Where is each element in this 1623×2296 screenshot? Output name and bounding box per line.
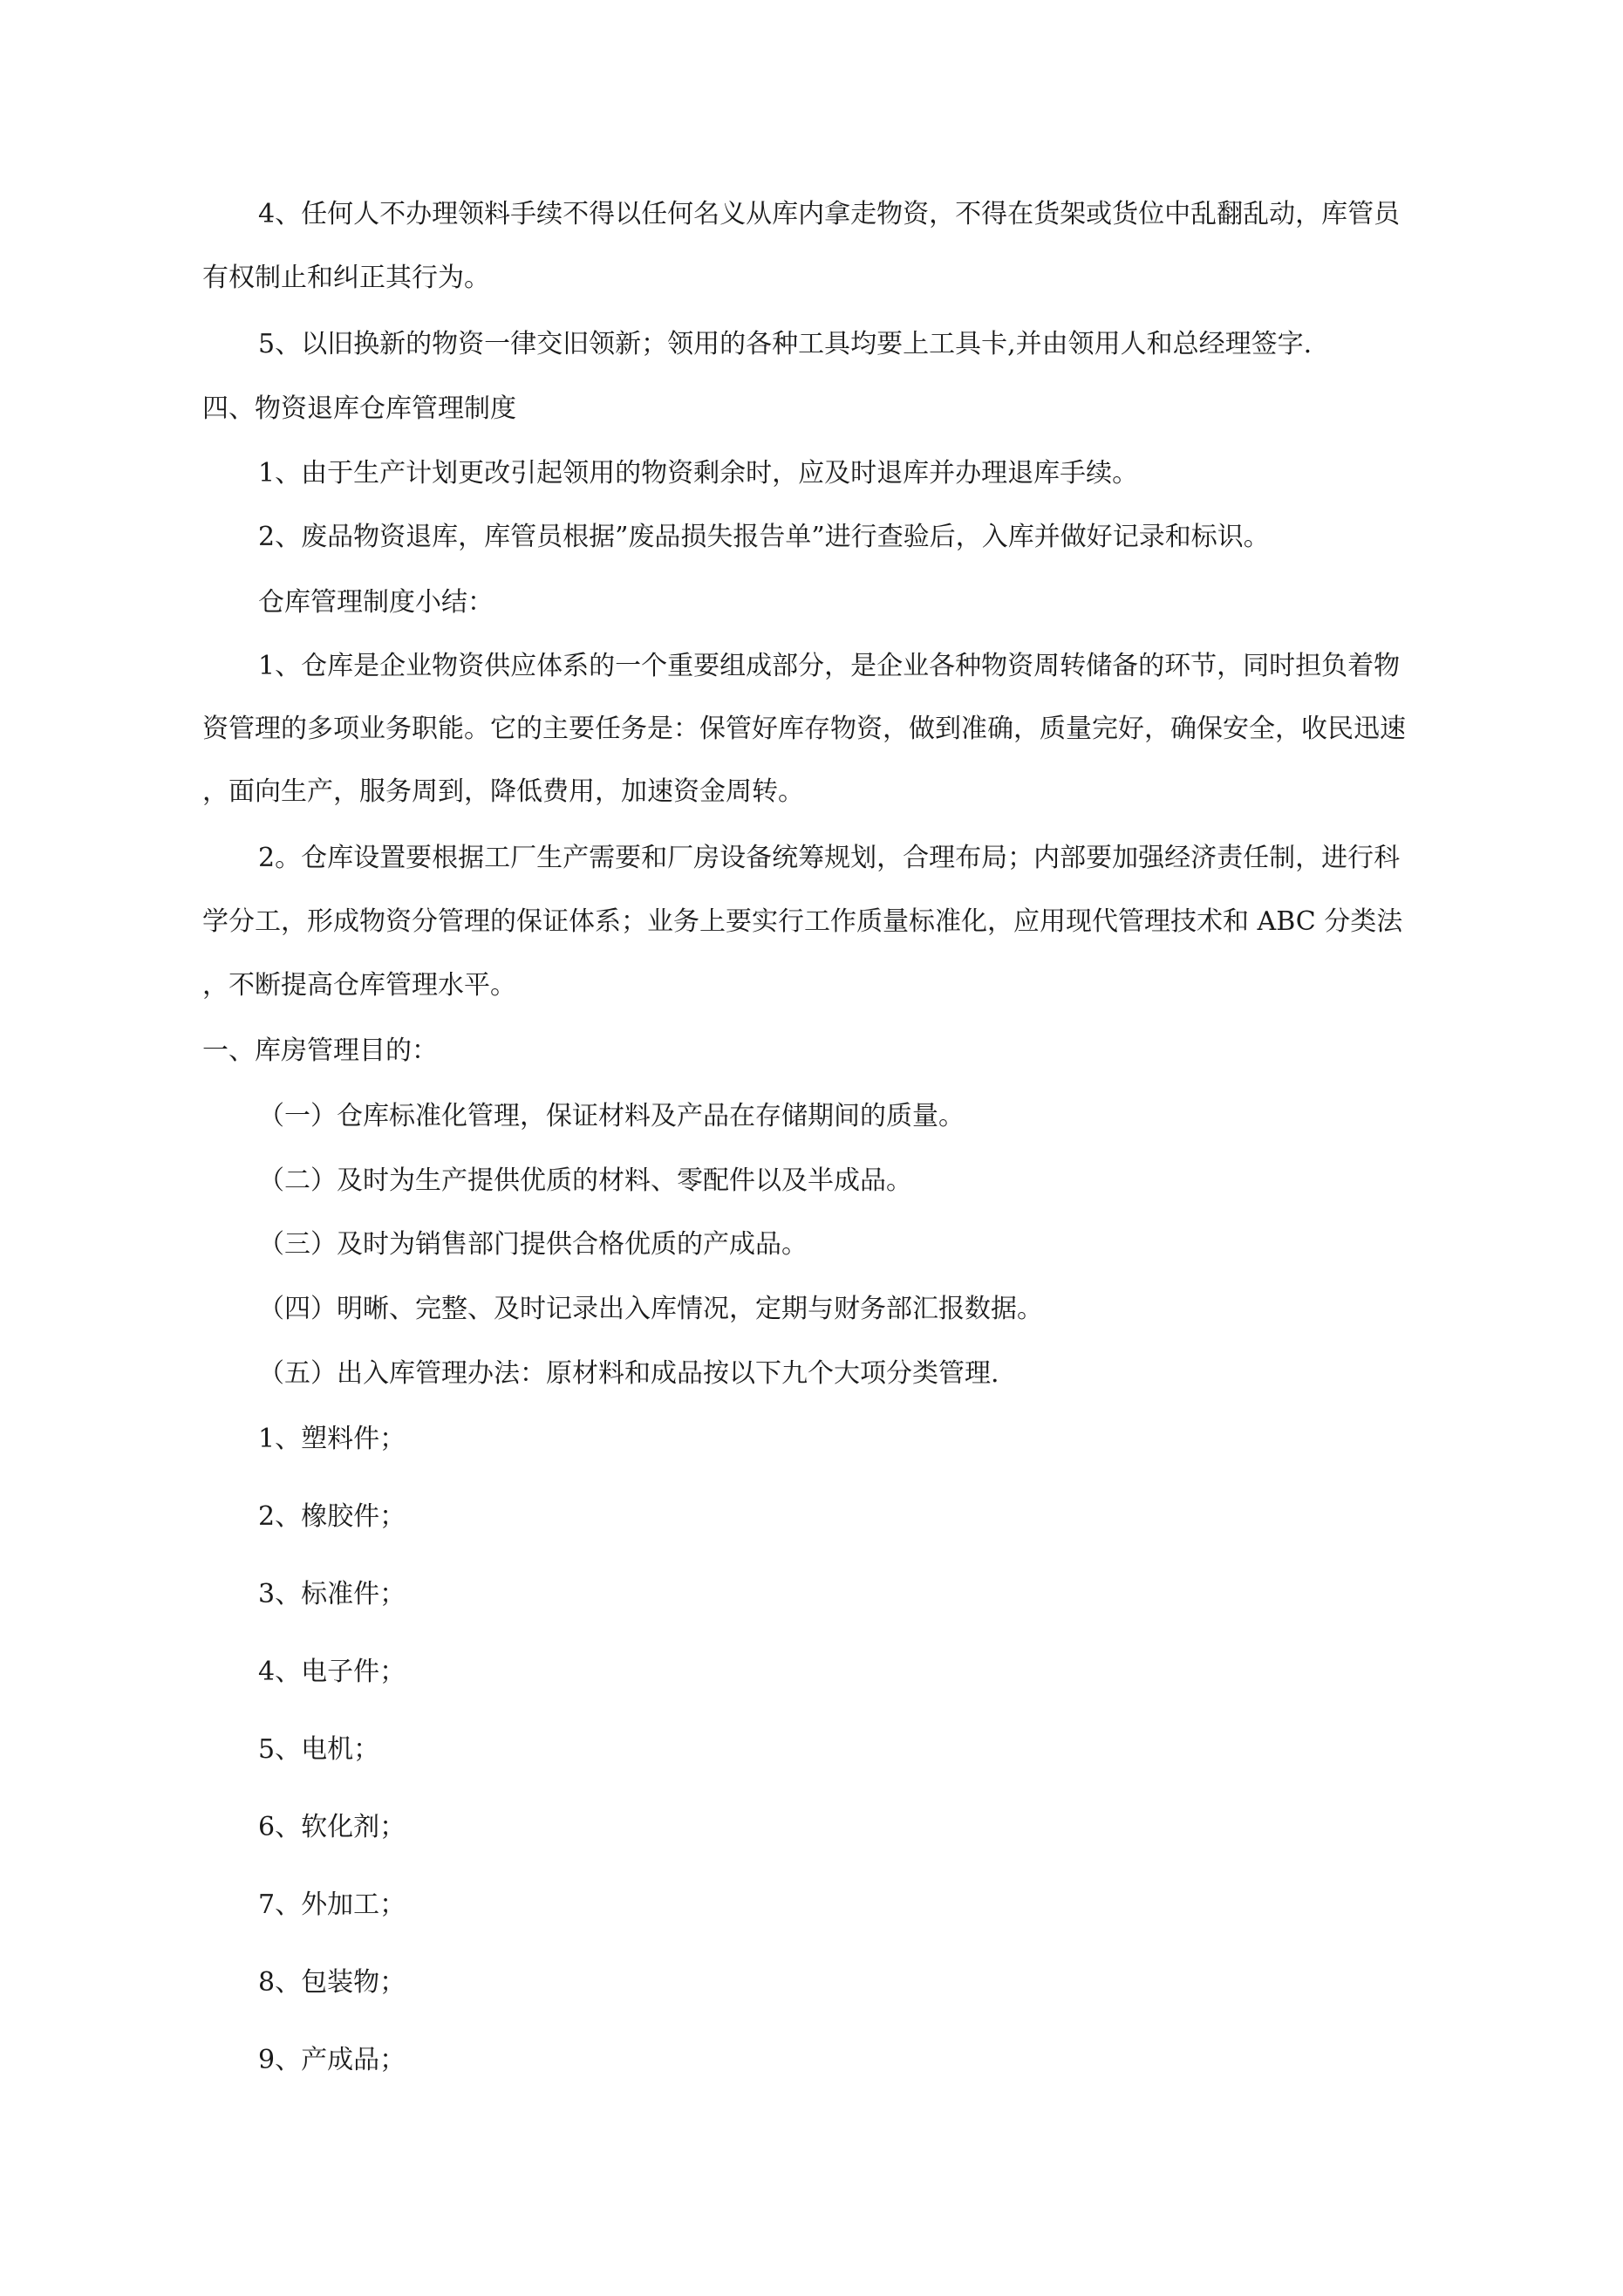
category-item: 2、橡胶件； <box>258 1501 406 1532</box>
summary-p1-line3: ，面向生产，服务周到，降低费用，加速资金周转。 <box>202 776 804 807</box>
summary-heading: 仓库管理制度小结： <box>258 587 494 618</box>
section3-item4-line1: 4、任何人不办理领料手续不得以任何名义从库内拿走物资，不得在货架或货位中乱翻乱动，库管员 <box>258 199 1401 229</box>
goal-item: （一）仓库标准化管理，保证材料及产品在存储期间的质量。 <box>258 1101 965 1131</box>
summary-p2-line1: 2。仓库设置要根据工厂生产需要和厂房设备统筹规划，合理布局；内部要加强经济责任制，进行科 <box>258 843 1401 873</box>
goal-item: （四）明晰、完整、及时记录出入库情况，定期与财务部汇报数据。 <box>258 1294 1043 1324</box>
category-item: 3、标准件； <box>258 1579 406 1609</box>
section4-item2: 2、废品物资退库，库管员根据”废品损失报告单”进行查验后，入库并做好记录和标识。 <box>258 522 1270 552</box>
category-item: 9、产成品； <box>258 2045 406 2075</box>
goal-item: （五）出入库管理办法：原材料和成品按以下九个大项分类管理. <box>258 1358 999 1389</box>
section1-heading: 一、库房管理目的： <box>202 1035 438 1066</box>
category-item: 1、塑料件； <box>258 1424 406 1454</box>
section4-item1: 1、由于生产计划更改引起领用的物资剩余时，应及时退库并办理退库手续。 <box>258 458 1139 489</box>
summary-p1-line1: 1、仓库是企业物资供应体系的一个重要组成部分，是企业各种物资周转储备的环节，同时担负着物 <box>258 651 1401 681</box>
goal-item: （三）及时为销售部门提供合格优质的产成品。 <box>258 1229 808 1260</box>
category-item: 4、电子件； <box>258 1657 406 1687</box>
category-item: 6、软化剂； <box>258 1812 406 1842</box>
section3-item4-line2: 有权制止和纠正其行为。 <box>202 263 490 293</box>
summary-p2-line3: ，不断提高仓库管理水平。 <box>202 970 516 1001</box>
category-item: 8、包装物； <box>258 1967 406 1998</box>
category-item: 7、外加工； <box>258 1889 406 1920</box>
section3-item5: 5、以旧换新的物资一律交旧领新；领用的各种工具均要上工具卡,并由领用人和总经理签字. <box>258 329 1313 359</box>
goal-item: （二）及时为生产提供优质的材料、零配件以及半成品。 <box>258 1165 912 1196</box>
category-item: 5、电机； <box>258 1734 380 1765</box>
summary-p1-line2: 资管理的多项业务职能。它的主要任务是：保管好库存物资，做到准确，质量完好，确保安全，收民迅速 <box>202 714 1406 744</box>
summary-p2-line2: 学分工，形成物资分管理的保证体系；业务上要实行工作质量标准化，应用现代管理技术和 ABC 分类法 <box>202 906 1403 937</box>
section4-heading: 四、物资退库仓库管理制度 <box>202 393 516 424</box>
